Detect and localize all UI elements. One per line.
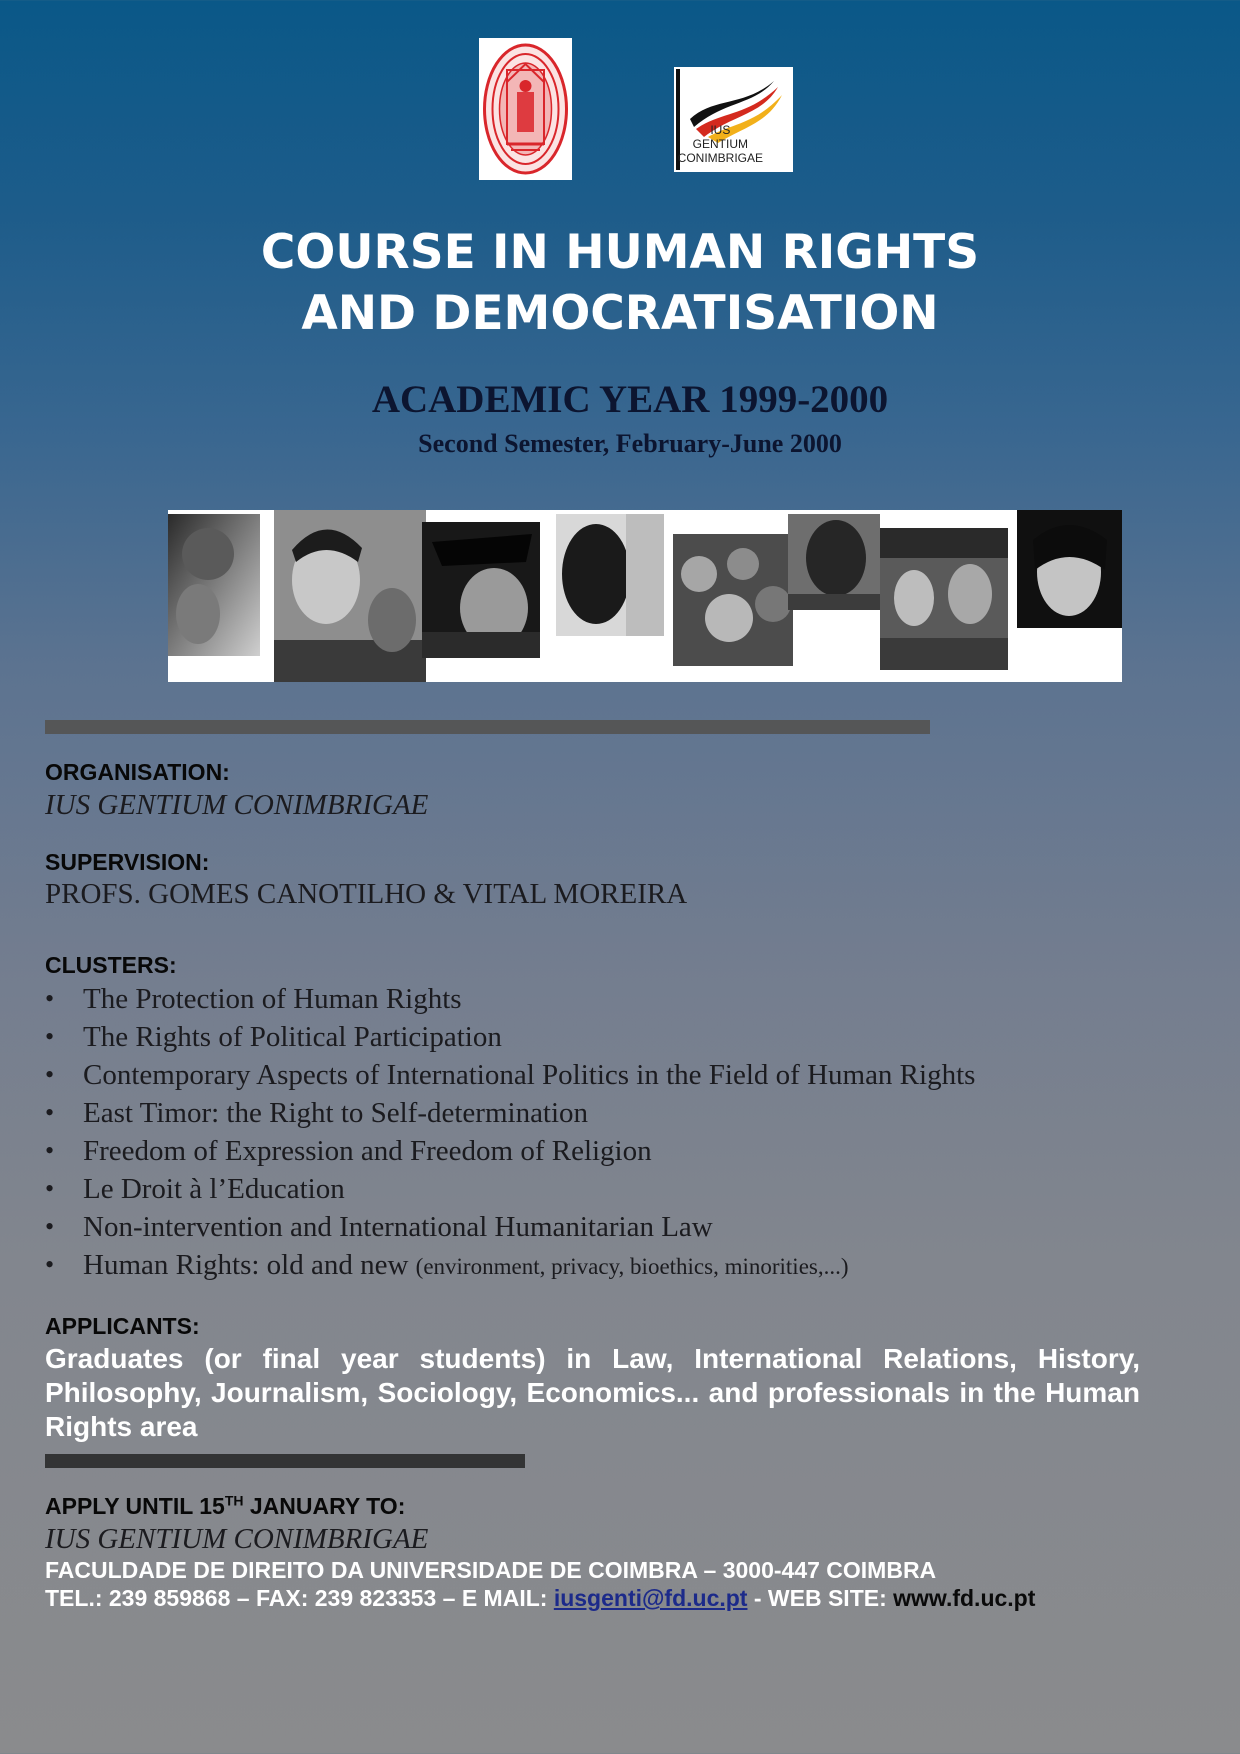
logo-line-3: CONIMBRIGAE: [677, 151, 763, 165]
cluster-item: [45, 1208, 1145, 1246]
photo-5: [673, 534, 793, 666]
applicants-label: APPLICANTS:: [45, 1313, 200, 1339]
photo-4: [556, 514, 664, 636]
address: FACULDADE DE DIREITO DA UNIVERSIDADE DE COIMBRA – 3000-447 COIMBRA: [45, 1557, 937, 1583]
website-link[interactable]: www.fd.uc.pt: [893, 1585, 1036, 1611]
cluster-item: [45, 1056, 1145, 1094]
clusters-list: [45, 980, 1145, 1284]
cluster-item: [45, 1094, 1145, 1132]
photo-6: [788, 514, 880, 610]
cluster-item-text: East Timor: the Right to Self-determination: [83, 1097, 589, 1129]
contact-prefix: TEL.: 239 859868 – FAX: 239 823353 – E MAIL:: [45, 1585, 554, 1611]
applicants-text: Graduates (or final year students) in Law, International Relations, History, Philosophy, Journalism, Sociology, Economics... and professionals in the Human Rights area: [45, 1343, 1140, 1442]
cluster-item: [45, 1018, 1145, 1056]
academic-year: ACADEMIC YEAR 1999-2000: [371, 378, 889, 421]
divider-bar: [45, 720, 930, 734]
cluster-item-text: The Protection of Human Rights: [83, 983, 462, 1015]
cluster-item-text: Human Rights: old and new: [83, 1249, 409, 1281]
divider-bar-short: [45, 1454, 525, 1468]
university-seal-logo: [479, 38, 572, 180]
cluster-item: [45, 1132, 1145, 1170]
logo-text: [678, 123, 763, 165]
cluster-item: [45, 1170, 1145, 1208]
ius-gentium-logo: [674, 67, 793, 172]
clusters-label: CLUSTERS:: [45, 952, 177, 978]
logo-line-1: IUS: [710, 123, 731, 137]
contact-line: [45, 1584, 1035, 1612]
course-title: [0, 222, 1240, 344]
photo-1: [168, 514, 260, 656]
apply-label: [45, 1492, 405, 1520]
apply-organisation: IUS GENTIUM CONIMBRIGAE: [45, 1523, 429, 1555]
cluster-item-text: Le Droit à l’Education: [83, 1173, 345, 1205]
email-link[interactable]: iusgenti@fd.uc.pt: [553, 1585, 748, 1611]
apply-label-sup: TH: [224, 1492, 244, 1509]
supervision-value: PROFS. GOMES CANOTILHO & VITAL MOREIRA: [45, 878, 688, 910]
apply-label-suffix: JANUARY TO:: [243, 1493, 406, 1519]
cluster-item-text: Contemporary Aspects of International Politics in the Field of Human Rights: [83, 1059, 976, 1091]
title-line-1: COURSE IN HUMAN RIGHTS: [260, 225, 980, 280]
cluster-item-text: Freedom of Expression and Freedom of Religion: [83, 1135, 652, 1167]
supervision-label: SUPERVISION:: [45, 849, 210, 875]
photo-3: [422, 522, 540, 658]
logo-line-2: GENTIUM: [692, 137, 748, 151]
photo-8: [1017, 510, 1122, 628]
cluster-item-text: The Rights of Political Participation: [83, 1021, 502, 1053]
cluster-item: [45, 1246, 1145, 1284]
apply-label-prefix: APPLY UNTIL 15: [45, 1493, 225, 1519]
cluster-item-text: Non-intervention and International Humanitarian Law: [83, 1211, 713, 1243]
cluster-item-note: (environment, privacy, bioethics, minorities,...): [415, 1254, 849, 1279]
cluster-item: [45, 980, 1145, 1018]
semester: Second Semester, February-June 2000: [418, 429, 842, 458]
organisation-label: ORGANISATION:: [45, 759, 230, 785]
photo-collage: [168, 510, 1122, 682]
photo-7: [880, 528, 1008, 670]
web-prefix: - WEB SITE:: [747, 1585, 894, 1611]
seal-icon: [479, 38, 572, 180]
organisation-value: IUS GENTIUM CONIMBRIGAE: [45, 789, 429, 821]
title-line-2: AND DEMOCRATISATION: [301, 286, 939, 341]
photo-2: [274, 510, 426, 682]
